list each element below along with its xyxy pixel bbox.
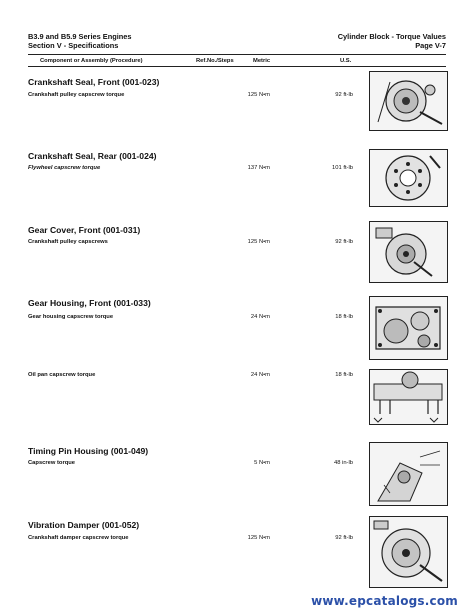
col-metric: Metric — [253, 58, 271, 64]
row-label: Capscrew torque — [28, 460, 76, 466]
row-label: Crankshaft pulley capscrew torque — [28, 92, 125, 98]
us-value: 92 ft-lb — [335, 239, 353, 245]
metric-value: 5 N•m — [254, 460, 270, 466]
section-title-crankshaft-seal-rear: Crankshaft Seal, Rear (001-024) — [28, 151, 157, 161]
row-label: Gear housing capscrew torque — [28, 314, 114, 320]
row-label: Oil pan capscrew torque — [28, 372, 96, 378]
section-title: Section V - Specifications — [28, 41, 119, 50]
metric-value: 125 N•m — [247, 239, 270, 245]
section-title-crankshaft-seal-front: Crankshaft Seal, Front (001-023) — [28, 77, 160, 87]
metric-value: 125 N•m — [247, 535, 270, 541]
row-label: Flywheel capscrew torque — [28, 165, 101, 171]
gear-cover-illustration — [369, 221, 448, 283]
header-right — [338, 32, 446, 50]
us-value: 92 ft-lb — [335, 535, 353, 541]
header-left — [28, 32, 132, 50]
col-us: U.S. — [340, 58, 352, 64]
metric-value: 24 N•m — [250, 372, 270, 378]
us-value: 92 ft-lb — [335, 92, 353, 98]
metric-value: 137 N•m — [247, 165, 270, 171]
engine-series-title: B3.9 and B5.9 Series Engines — [28, 32, 132, 41]
header-rule-bottom — [28, 66, 446, 67]
us-value: 101 ft-lb — [332, 165, 353, 171]
col-ref: Ref.No./Steps — [196, 58, 234, 64]
page-number: Page V-7 — [415, 41, 446, 50]
us-value: 48 in-lb — [333, 460, 353, 466]
us-value: 18 ft-lb — [335, 314, 353, 320]
row-label: Crankshaft pulley capscrews — [28, 239, 108, 245]
col-component: Component or Assembly (Procedure) — [40, 58, 143, 64]
section-title-timing-pin-housing: Timing Pin Housing (001-049) — [28, 446, 149, 456]
crankshaft-seal-front-illustration — [369, 71, 448, 131]
watermark-text: www.epcatalogs.com — [311, 594, 458, 608]
us-value: 18 ft-lb — [335, 372, 353, 378]
vibration-damper-illustration — [369, 516, 448, 588]
section-title-vibration-damper: Vibration Damper (001-052) — [28, 520, 140, 530]
gear-housing-illustration — [369, 296, 448, 360]
flywheel-illustration — [369, 149, 448, 207]
section-title-gear-housing-front: Gear Housing, Front (001-033) — [28, 298, 151, 308]
section-title-gear-cover-front: Gear Cover, Front (001-031) — [28, 225, 141, 235]
metric-value: 24 N•m — [250, 314, 270, 320]
metric-value: 125 N•m — [247, 92, 270, 98]
oil-pan-illustration — [369, 369, 448, 425]
timing-pin-housing-illustration — [369, 442, 448, 506]
row-label: Crankshaft damper capscrew torque — [28, 535, 129, 541]
page-topic: Cylinder Block - Torque Values — [337, 32, 446, 41]
header-rule-top — [28, 54, 446, 55]
